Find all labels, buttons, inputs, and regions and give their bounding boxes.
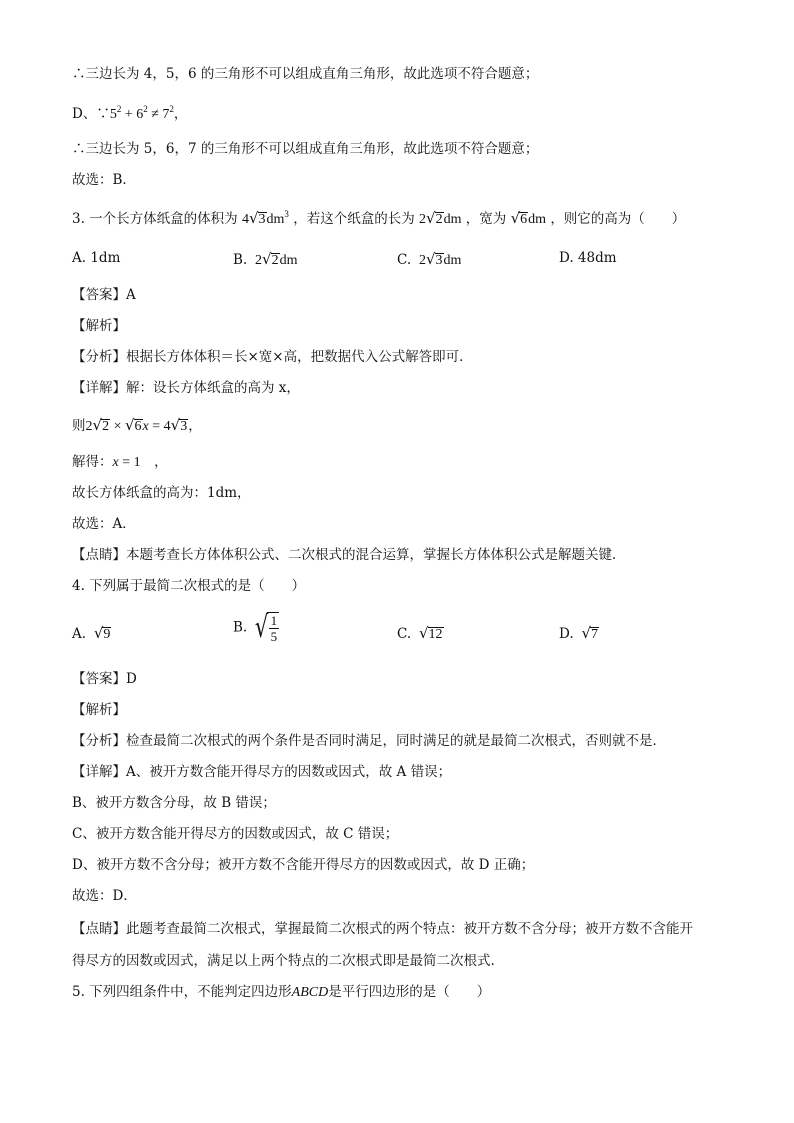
option-d [559,626,599,642]
text-line: 故长方体纸盒的高为：1dm， [72,485,251,501]
volume-expression: $4√3dm^3$ [241,209,289,227]
option-value: √9 [93,624,111,642]
text-segment: ， [188,418,202,434]
detail-text: B、被开方数含分母，故 B 错误； [72,795,276,811]
text-line [72,105,187,122]
text-line: ∴三边长为 5，6，7 的三角形不可以组成直角三角形，故此选项不符合题意； [72,141,539,157]
option-a [72,626,111,642]
math-inequality: $5^2 + 6^2 \ne 7^2$ [109,104,174,122]
option-label: B. [233,252,248,268]
option-value: 2√3dm [415,250,462,268]
option-label: C. [397,252,412,268]
answer-label: 【答案】D [72,671,137,687]
question-3-stem [72,210,685,227]
option-a: A. 1dm [72,250,121,266]
length-expression: 2√2dm [419,209,462,227]
detail-text: 【详解】解：设长方体纸盒的高为 x， [72,380,300,396]
text-segment: D、∵ [72,106,110,122]
analysis-label: 【解析】 [72,702,126,718]
text-segment: ，宽为 [465,211,507,227]
text-segment: 3. 一个长方体纸盒的体积为 [72,211,238,227]
fraction-denominator: 5 [270,629,278,644]
key-point-text: 得尽方的因数或因式，满足以上两个特点的二次根式即是最简二次根式. [72,953,495,969]
option-value: 2√2dm [251,250,298,268]
equation: 2√2 × √6x = 4√3 [85,416,188,434]
text-segment: 是平行四边形的是（ ） [328,984,491,1000]
option-c [397,626,444,642]
fraction-numerator: 1 [270,613,278,628]
option-label: A. [72,626,87,642]
solution-line [72,456,168,470]
option-value: √ $\frac{1}{5}$ [254,610,278,645]
text-line: 故选：B． [72,172,136,188]
text-line: ∴三边长为 4，5，6 的三角形不可以组成直角三角形，故此选项不符合题意； [72,66,539,82]
option-b [233,252,297,268]
solution: x = 1 [112,455,141,470]
analysis-text: 【分析】根据长方体体积＝长×宽×高，把数据代入公式解答即可． [72,349,473,365]
detail-text: D、被开方数不含分母；被开方数不含能开得尽方的因数或因式，故 D 正确； [72,857,535,873]
option-label: C. [397,626,412,642]
text-segment: 5. 下列四组条件中，不能判定四边形 [72,984,292,1000]
width-expression: √6dm [510,209,547,227]
text-segment: 则 [72,418,86,434]
text-segment: ， [173,106,188,122]
text-line: 故选：A． [72,516,136,532]
analysis-text: 【分析】检查最简二次根式的两个条件是否同时满足，同时满足的就是最简二次根式，否则就不是． [72,733,666,749]
detail-text: C、被开方数含能开得尽方的因数或因式，故 C 错误； [72,826,399,842]
text-segment: ，则它的高为（ ） [550,211,686,227]
key-point-text: 【点睛】本题考查长方体体积公式、二次根式的混合运算，掌握长方体体积公式是解题关键． [72,547,626,563]
quadrilateral-name: ABCD [291,985,329,1000]
question-5-stem [72,986,490,1000]
option-label: D. [559,626,574,642]
option-d: D. 48dm [559,250,617,266]
text-segment: ，若这个纸盒的长为 [293,211,415,227]
option-value: √7 [581,624,598,642]
option-value: √12 [418,624,443,642]
question-4-stem: 4. 下列属于最简二次根式的是（ ） [72,578,306,594]
equation-line [72,418,202,434]
text-line: 故选：D． [72,888,137,904]
text-segment: 解得： [72,454,113,470]
option-label: B. [233,619,248,636]
detail-text: 【详解】A、被开方数含能开得尽方的因数或因式，故 A 错误； [72,764,452,780]
text-segment: ， [140,454,168,470]
key-point-text: 【点睛】此题考查最简二次根式，掌握最简二次根式的两个特点：被开方数不含分母；被开方数不含能开 [72,921,693,937]
analysis-label: 【解析】 [72,318,126,334]
answer-label: 【答案】A [72,287,136,303]
option-c [397,252,461,268]
option-b [233,612,279,644]
